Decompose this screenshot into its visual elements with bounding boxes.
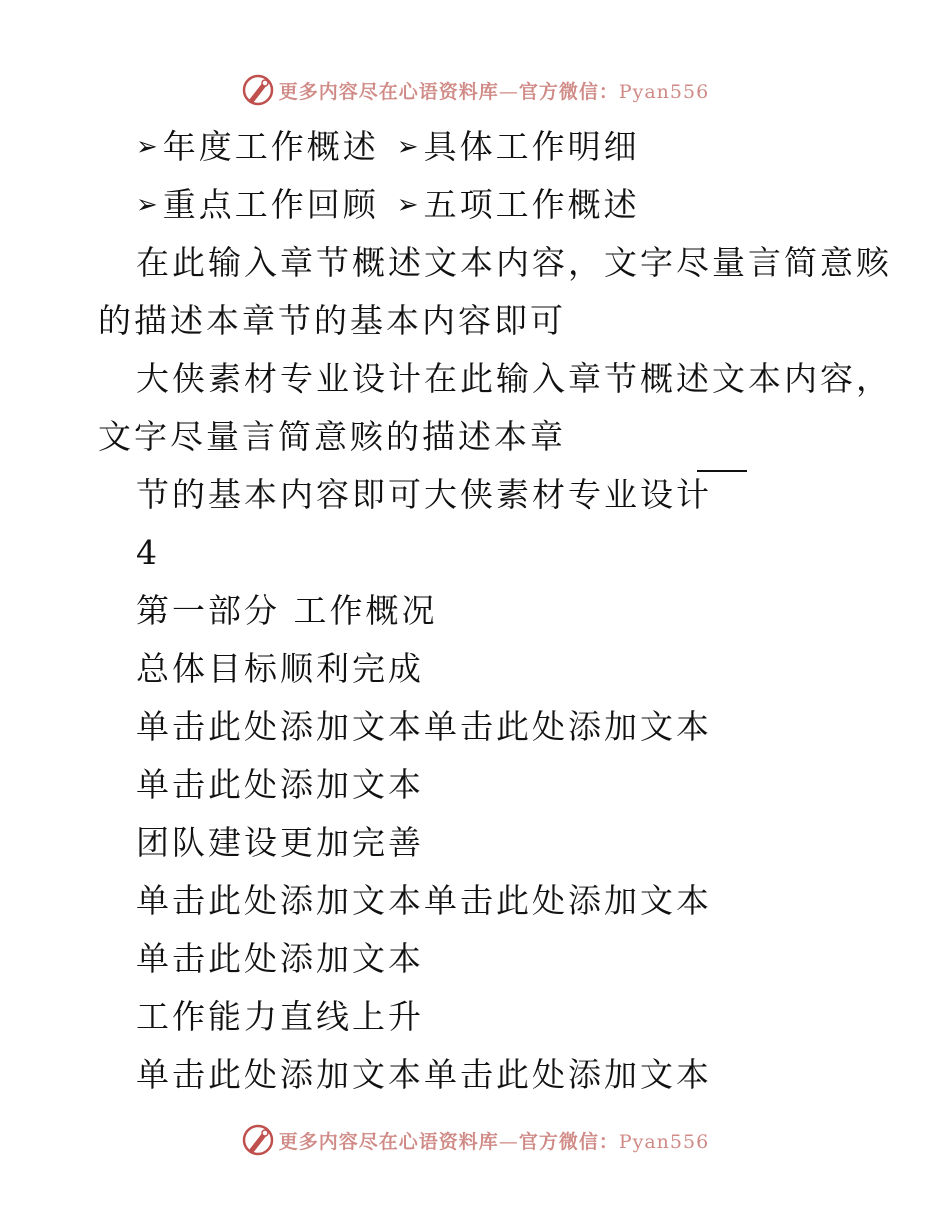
arrow-bullet-icon: ➢: [396, 132, 422, 162]
list-item: 工作能力直线上升: [136, 997, 424, 1036]
list-item: 单击此处添加文本单击此处添加文本: [136, 881, 712, 920]
document-body: [0, 118, 950, 1104]
divider-dash: [697, 470, 747, 472]
bullet-item: 具体工作明细: [423, 127, 640, 166]
paragraph-line: 的描述本章节的基本内容即可: [98, 301, 566, 340]
list-item: 团队建设更加完善: [136, 823, 424, 862]
list-item: 单击此处添加文本单击此处添加文本: [136, 707, 712, 746]
bullet-item: 五项工作概述: [423, 185, 640, 224]
arrow-bullet-icon: ➢: [136, 190, 161, 220]
banner-text: 更多内容尽在心语资料库—官方微信：Pyan556: [278, 80, 710, 103]
pen-logo-icon: [241, 1123, 275, 1157]
arrow-bullet-icon: ➢: [396, 190, 422, 220]
paragraph-line: 大侠素材专业设计在此输入章节概述文本内容，: [136, 359, 892, 398]
bullet-item: 重点工作回顾: [162, 185, 379, 224]
banner-text: 更多内容尽在心语资料库—官方微信：Pyan556: [278, 1130, 710, 1153]
paragraph-line-text: 节的基本内容即可大侠素材专业设计: [136, 475, 712, 514]
list-item: 单击此处添加文本单击此处添加文本: [136, 1055, 712, 1094]
list-item: 总体目标顺利完成: [136, 649, 424, 688]
header-banner: [0, 70, 950, 110]
paragraph-line: 文字尽量言简意赅的描述本章: [98, 417, 566, 456]
list-item: 单击此处添加文本: [136, 765, 424, 804]
section-title: 第一部分 工作概况: [136, 591, 438, 630]
list-item: 单击此处添加文本: [136, 939, 424, 978]
paragraph-line: [0, 466, 950, 524]
page-number: 4: [136, 533, 160, 572]
footer-banner: [0, 1120, 950, 1160]
bullet-item: 年度工作概述: [162, 127, 379, 166]
arrow-bullet-icon: ➢: [136, 132, 161, 162]
bullet-row: [0, 176, 950, 234]
bullet-row: [0, 118, 950, 176]
pen-logo-icon: [241, 73, 275, 107]
paragraph-line: 在此输入章节概述文本内容，文字尽量言简意赅: [136, 243, 892, 282]
